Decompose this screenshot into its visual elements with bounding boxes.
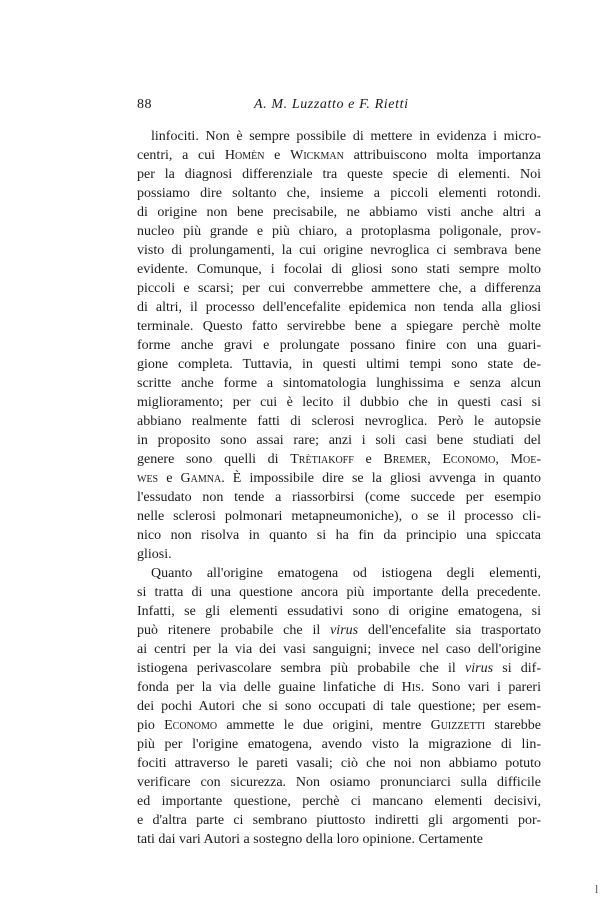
text-run: terminale. Questo fatto servirebbe bene a spiegare perchè molte bbox=[137, 319, 541, 334]
text-run: si dif- bbox=[493, 661, 541, 676]
text-line bbox=[137, 564, 541, 583]
text-run: , bbox=[495, 452, 511, 467]
text-run: e bbox=[353, 452, 384, 467]
page-header bbox=[137, 97, 541, 119]
text-line bbox=[137, 184, 541, 203]
text-run: forme anche gravi e prolungate possano finire con una guari- bbox=[137, 338, 541, 353]
text-line bbox=[137, 621, 541, 640]
text-run: dell'encefalite sia trasportato bbox=[358, 623, 541, 638]
text-line bbox=[137, 260, 541, 279]
text-run: in proposito sono assai rare; anzi i soli casi bene studiati del bbox=[137, 433, 541, 448]
text-run: visto di prolungamenti, la cui origine nevroglica ci sembrava bene bbox=[137, 243, 541, 258]
text-line bbox=[137, 469, 541, 488]
text-line bbox=[137, 241, 541, 260]
text-run: gliosi. bbox=[137, 547, 172, 562]
text-run: gione completa. Tuttavia, in questi ultimi tempi sono state de- bbox=[137, 357, 541, 372]
text-line bbox=[137, 792, 541, 811]
text-run: nelle sclerosi polmonari metapneumoniche), o se il processo cli- bbox=[137, 509, 541, 524]
author-name: Gamna bbox=[180, 471, 222, 486]
paragraph-1 bbox=[137, 127, 541, 564]
text-run: scritte anche forme a sintomatologia lunghissima e senza alcun bbox=[137, 376, 541, 391]
author-name: Homèn bbox=[224, 148, 265, 163]
text-run: più per l'origine ematogena, avendo visto la migrazione di lin- bbox=[137, 737, 541, 752]
text-line bbox=[137, 735, 541, 754]
author-name: Trètiakoff bbox=[290, 452, 354, 467]
text-run: e bbox=[264, 148, 291, 163]
text-run: ed importante questione, perchè ci mancano elementi decisivi, bbox=[137, 794, 541, 809]
body-text bbox=[137, 127, 541, 849]
text-run: ai centri per la via dei vasi sanguigni; invece nel caso dell'origine bbox=[137, 642, 541, 657]
page-number: 88 bbox=[137, 97, 152, 112]
text-run: nucleo più grande e più chiaro, a protoplasma poligonale, prov- bbox=[137, 224, 541, 239]
text-line bbox=[137, 678, 541, 697]
text-run: pio bbox=[137, 718, 165, 733]
text-run: dei pochi Autori che si sono occupati di tale questione; per esem- bbox=[137, 699, 541, 714]
author-name: Moe- bbox=[510, 452, 542, 467]
text-line bbox=[137, 336, 541, 355]
text-line bbox=[137, 298, 541, 317]
text-line bbox=[137, 697, 541, 716]
text-run: linfociti. Non è sempre possibile di mettere in evidenza i micro- bbox=[151, 129, 541, 144]
running-head: A. M. Luzzatto e F. Rietti bbox=[254, 97, 409, 112]
text-run: di altri, il processo dell'encefalite epidemica non tenda alla gliosi bbox=[137, 300, 541, 315]
text-line bbox=[137, 526, 541, 545]
text-run: e d'altra parte ci sembrano piuttosto indiretti gli argomenti por- bbox=[137, 813, 541, 828]
author-name: Economo bbox=[442, 452, 496, 467]
text-run: Infatti, se gli elementi essudativi sono di origine ematogena, si bbox=[137, 604, 541, 619]
text-run: attribuiscono molta importanza bbox=[343, 148, 542, 163]
text-run: starebbe bbox=[485, 718, 541, 733]
text-line bbox=[137, 279, 541, 298]
text-run: miglioramento; per cui è lecito il dubbio che in questi casi si bbox=[137, 395, 541, 410]
text-run: nico non risolva in quanto si ha fin da principio una spiccata bbox=[137, 528, 541, 543]
text-run: piccoli e scarsi; per cui converrebbe ammettere che, a differenza bbox=[137, 281, 541, 296]
italic-term: virus bbox=[330, 623, 359, 638]
text-run: . Sono vari i pareri bbox=[420, 680, 541, 695]
text-line bbox=[137, 659, 541, 678]
text-run: si tratta di una questione ancora più importante della precedente. bbox=[137, 585, 541, 600]
text-line bbox=[137, 830, 541, 849]
text-line bbox=[137, 431, 541, 450]
text-run: istiogena perivascolare sembra più probabile che il bbox=[137, 661, 466, 676]
author-name: Wickman bbox=[290, 148, 344, 163]
text-run: di origine non bene precisabile, ne abbiamo visti anche altri a bbox=[137, 205, 541, 220]
corner-mark: l bbox=[595, 882, 599, 896]
text-line bbox=[137, 374, 541, 393]
text-run: tati dai vari Autori a sostegno della loro opinione. Certamente bbox=[137, 832, 484, 847]
text-run: possiamo dire soltanto che, insieme a piccoli elementi rotondi. bbox=[137, 186, 541, 201]
text-line bbox=[137, 488, 541, 507]
text-line bbox=[137, 317, 541, 336]
text-run: fociti attraverso le pareti vasali; ciò che noi non abbiamo potuto bbox=[137, 756, 541, 771]
text-line bbox=[137, 545, 541, 564]
text-run: può ritenere probabile che il bbox=[137, 623, 331, 638]
author-name: Bremer bbox=[383, 452, 428, 467]
text-line bbox=[137, 412, 541, 431]
text-run: centri, a cui bbox=[137, 148, 225, 163]
text-run: . È impossibile dire se la gliosi avvenga in quanto bbox=[221, 471, 541, 486]
text-line bbox=[137, 127, 541, 146]
text-run: abbiano realmente fatti di sclerosi nevroglica. Però le autopsie bbox=[137, 414, 541, 429]
text-run: per la diagnosi differenziale tra queste specie di elementi. Noi bbox=[137, 167, 541, 182]
text-line bbox=[137, 222, 541, 241]
text-line bbox=[137, 203, 541, 222]
text-run: , bbox=[427, 452, 443, 467]
text-line bbox=[137, 602, 541, 621]
author-name: wes bbox=[137, 471, 159, 486]
author-name: Guizzetti bbox=[430, 718, 486, 733]
text-line bbox=[137, 640, 541, 659]
text-run: Quanto all'origine ematogena od istiogena degli elementi, bbox=[151, 566, 541, 581]
text-line bbox=[137, 716, 541, 735]
text-line bbox=[137, 146, 541, 165]
text-run: genere sono quelli di bbox=[137, 452, 291, 467]
text-run: e bbox=[158, 471, 181, 486]
text-line bbox=[137, 393, 541, 412]
text-line bbox=[137, 507, 541, 526]
text-line bbox=[137, 773, 541, 792]
author-name: Economo bbox=[164, 718, 218, 733]
text-run: l'essudato non tende a riassorbirsi (come succede per esempio bbox=[137, 490, 541, 505]
text-line bbox=[137, 355, 541, 374]
text-run: evidente. Comunque, i focolai di gliosi sono stati sempre molto bbox=[137, 262, 541, 277]
paragraph-2 bbox=[137, 564, 541, 849]
text-line bbox=[137, 165, 541, 184]
text-line bbox=[137, 450, 541, 469]
italic-term: virus bbox=[465, 661, 494, 676]
text-run: fonda per la via delle guaine linfatiche di bbox=[137, 680, 402, 695]
text-line bbox=[137, 583, 541, 602]
text-run: ammette le due origini, mentre bbox=[217, 718, 431, 733]
text-line bbox=[137, 811, 541, 830]
text-line bbox=[137, 754, 541, 773]
text-run: verificare con sicurezza. Non osiamo pronunciarci sulla difficile bbox=[137, 775, 541, 790]
author-name: His bbox=[401, 680, 421, 695]
